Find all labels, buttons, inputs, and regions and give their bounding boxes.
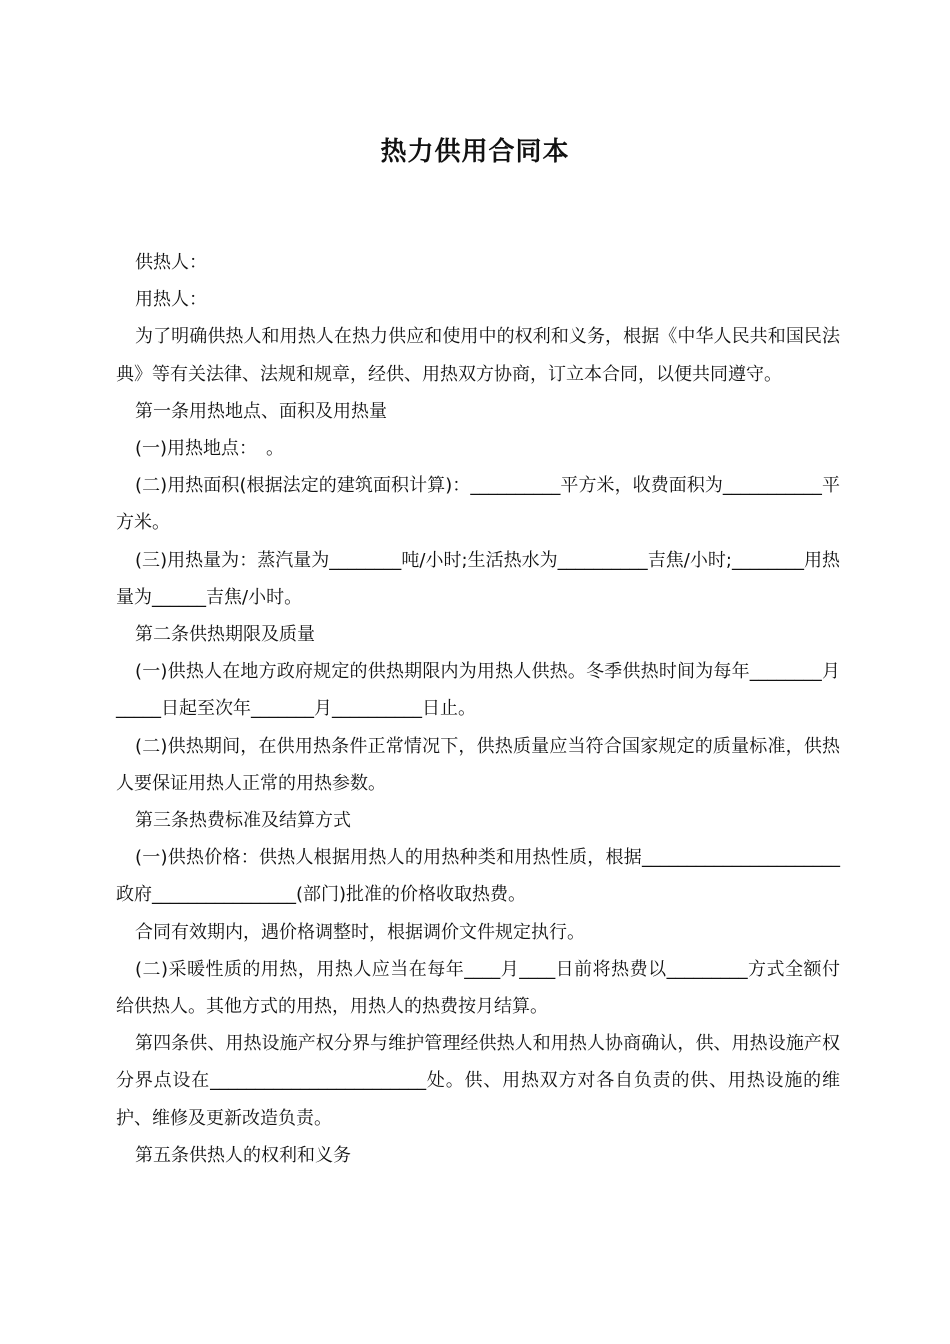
article-1-clause-3: (三)用热量为：蒸汽量为________吨/小时;生活热水为__________吉焦/小时;________用热量为______吉焦/小时。	[116, 549, 840, 608]
article-3-price-adjustment: 合同有效期内，遇价格调整时，根据调价文件规定执行。	[135, 921, 585, 943]
article-1-clause-2: (二)用热面积(根据法定的建筑面积计算)：__________平方米，收费面积为___________平方米。	[116, 475, 840, 534]
article-5-heading: 第五条供热人的权利和义务	[135, 1144, 351, 1166]
supplier-label: 供热人：	[135, 252, 207, 273]
article-2-clause-2: (二)供热期间，在供用热条件正常情况下，供热质量应当符合国家规定的质量标准，供热人要保证用热人正常的用热参数。	[116, 735, 840, 794]
article-3-clause-2: (二)采暖性质的用热，用热人应当在每年____月____日前将热费以_________方式全额付给供热人。其他方式的用热，用热人的热费按月结算。	[116, 958, 840, 1018]
document-title: 热力供用合同本	[380, 137, 570, 167]
consumer-label: 用热人：	[135, 289, 207, 311]
document-body	[116, 244, 840, 1174]
article-2-heading: 第二条供热期限及质量	[135, 624, 315, 646]
article-2-clause-1: (一)供热人在地方政府规定的供热期限内为用热人供热。冬季供热时间为每年________月_____日起至次年_______月__________日止。	[116, 661, 840, 720]
article-3-heading: 第三条热费标准及结算方式	[135, 810, 351, 832]
article-1-heading: 第一条用热地点、面积及用热量	[135, 400, 387, 422]
article-3-clause-1: (一)供热价格：供热人根据用热人的用热种类和用热性质，根据______________________政府________________(部门)批准的价格收取热费。	[116, 847, 840, 906]
article-4-paragraph: 第四条供、用热设施产权分界与维护管理经供热人和用热人协商确认，供、用热设施产权分界点设在________________________处。供、用热双方对各自负责的供、用热设施的维护、维修及更新改造负责。	[116, 1033, 840, 1129]
preamble-paragraph: 为了明确供热人和用热人在热力供应和使用中的权利和义务，根据《中华人民共和国民法典》等有关法律、法规和规章，经供、用热双方协商，订立本合同，以便共同遵守。	[116, 326, 840, 385]
article-1-clause-1: (一)用热地点： 。	[135, 438, 285, 460]
